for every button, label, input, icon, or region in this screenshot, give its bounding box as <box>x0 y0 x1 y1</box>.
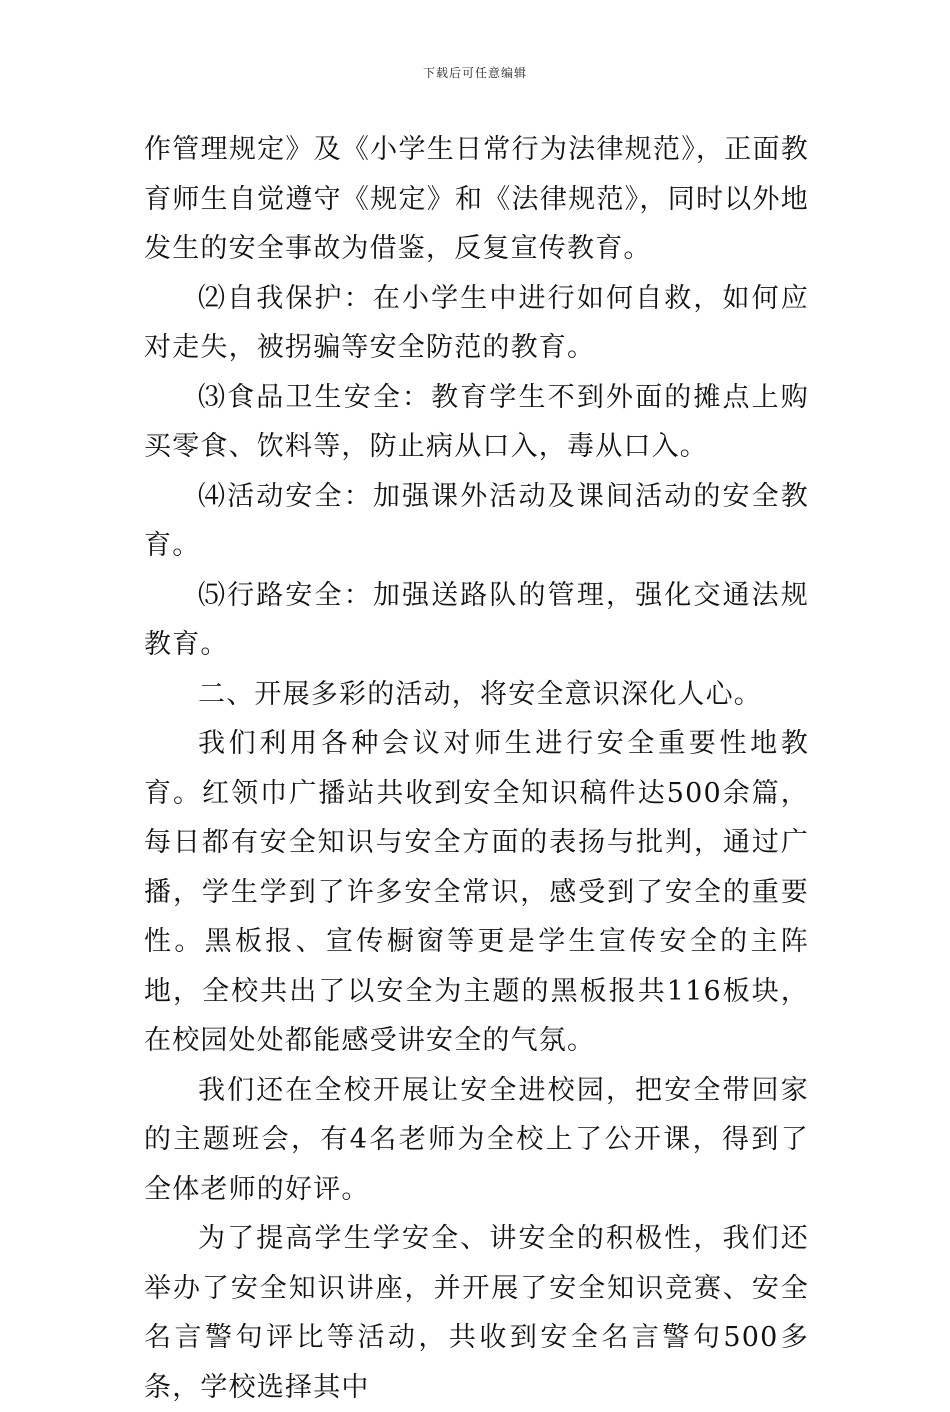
paragraph-class-meeting: 我们还在全校开展让安全进校园，把安全带回家的主题班会，有4名老师为全校上了公开课，得到了全体老师的好评。 <box>144 1074 809 1205</box>
section-heading-activities: 二、开展多彩的活动，将安全意识深化人心。 <box>198 678 762 710</box>
paragraph-food-safety: ⑶食品卫生安全：教育学生不到外面的摊点上购买零食、饮料等，防止病从口入，毒从口入。 <box>144 381 809 462</box>
paragraph-lectures: 为了提高学生学安全、讲安全的积极性，我们还举办了安全知识讲座，并开展了安全知识竞赛、安全名言警句评比等活动，共收到安全名言警句500多条，学校选择其中 <box>144 1223 809 1403</box>
paragraph-broadcast: 我们利用各种会议对师生进行安全重要性地教育。红领巾广播站共收到安全知识稿件达500余篇，每日都有安全知识与安全方面的表扬与批判，通过广播，学生学到了许多安全常识，感受到了安全的重要性。黑板报、宣传橱窗等更是学生宣传安全的主阵地，全校共出了以安全为主题的黑板报共116板块，在校园处处都能感受讲安全的气氛。 <box>144 728 809 1056</box>
paragraph-self-protection: ⑵自我保护：在小学生中进行如何自救，如何应对走失，被拐骗等安全防范的教育。 <box>144 282 809 363</box>
paragraph-activity-safety: ⑷活动安全：加强课外活动及课间活动的安全教育。 <box>144 480 809 561</box>
paragraph-road-safety: ⑸行路安全：加强送路队的管理，强化交通法规教育。 <box>144 579 809 660</box>
document-body <box>144 125 809 1412</box>
page-header: 下载后可任意编辑 <box>422 66 527 80</box>
paragraph-regulations: 作管理规定》及《小学生日常行为法律规范》，正面教育师生自觉遵守《规定》和《法律规范》，同时以外地发生的安全事故为借鉴，反复宣传教育。 <box>144 134 809 264</box>
